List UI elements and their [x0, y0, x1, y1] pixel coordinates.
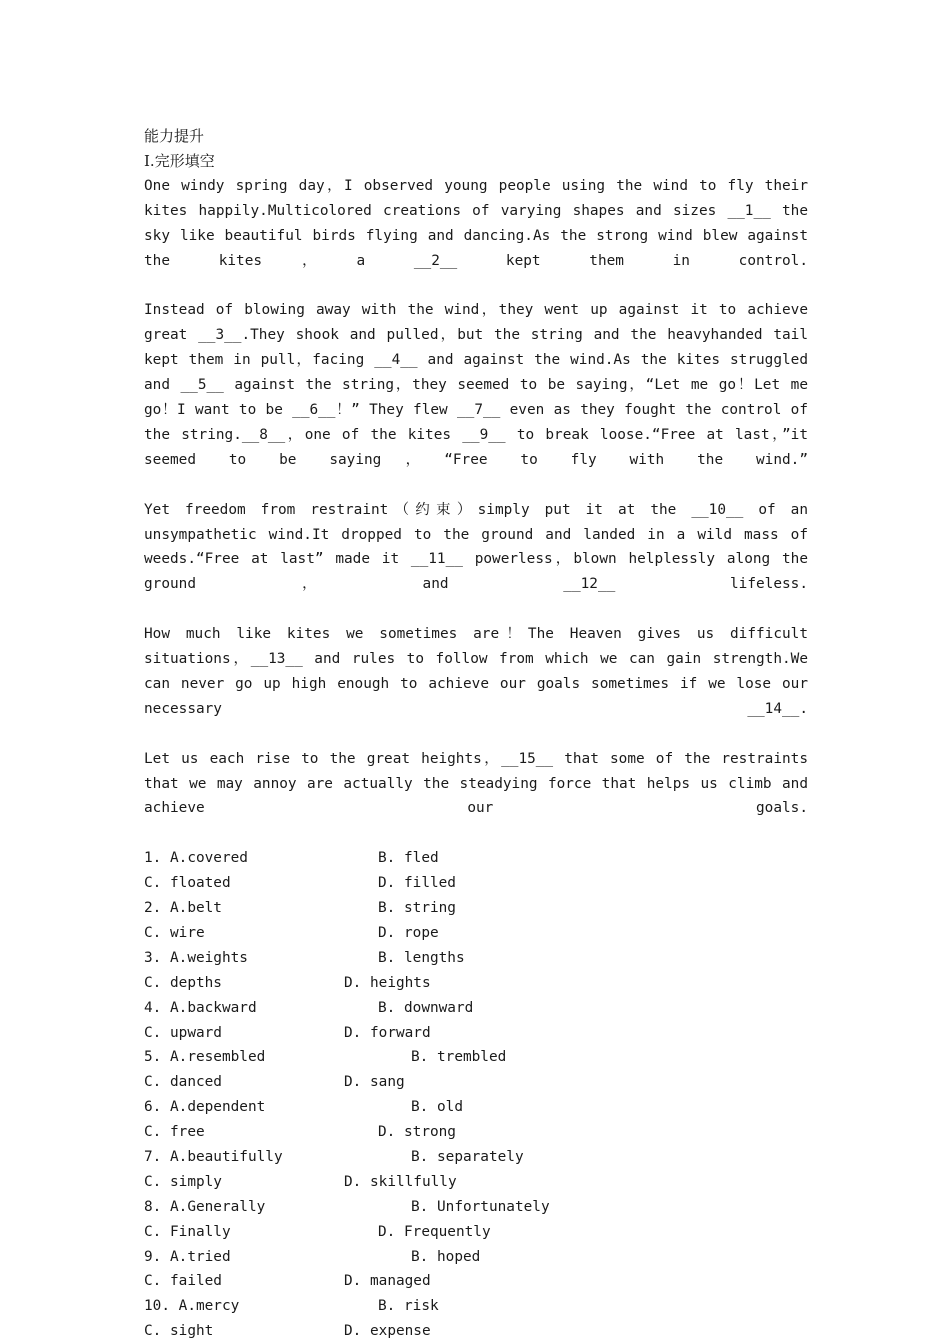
- option-a: 6. A.dependent: [144, 1099, 266, 1116]
- option-row: [144, 921, 808, 946]
- option-b: B. fled: [378, 850, 439, 867]
- passage-paragraph-4: How much like kites we sometimes are！The Heaven gives us difficult situations，__13__ and rules to follow from which we can gain strength.We can never go up high enough to achieve our goals sometimes if we lose our necessary __14__.: [144, 626, 808, 717]
- page-heading: 能力提升: [144, 127, 205, 145]
- option-a: 7. A.beautifully: [144, 1148, 283, 1165]
- option-row: [144, 1070, 808, 1095]
- document-page: [144, 124, 808, 1344]
- option-row: [144, 1045, 808, 1070]
- option-d: D. strong: [378, 1124, 456, 1141]
- option-c: C. upward: [144, 1024, 222, 1041]
- option-b: B. string: [378, 900, 456, 917]
- passage-paragraph-3: Yet freedom from restraint（约束）simply put it at the __10__ of an unsympathetic wind.It dropped to the ground and landed in a wild mass of weeds.“Free at last” made it __11__ powerless，blown helplessly along the ground，and __12__ lifeless.: [144, 501, 808, 593]
- option-b: B. hoped: [411, 1248, 481, 1265]
- passage-paragraph-2: Instead of blowing away with the wind，they went up against it to achieve great __3__.They shook and pulled，but the string and the heavyhanded tail kept them in pull，facing __4__ and against the wind.As the kites struggled and __5__ against the string，they seemed to be saying，“Let me go！Let me go！I want to be __6__！” They flew __7__ even as they fought the control of the string.__8__，one of the kites __9__ to break loose.“Free at last，”it seemed to be saying，“Free to fly with the wind.”: [144, 302, 808, 468]
- option-c: C. floated: [144, 875, 231, 892]
- option-a: 3. A.weights: [144, 949, 248, 966]
- option-row: [144, 1170, 808, 1195]
- section-title: I.完形填空: [144, 151, 215, 170]
- option-d: D. forward: [344, 1024, 431, 1041]
- option-b: B. lengths: [378, 949, 465, 966]
- option-row: [144, 896, 808, 921]
- option-d: D. filled: [378, 875, 456, 892]
- option-c: C. failed: [144, 1273, 222, 1290]
- option-a: 10. A.mercy: [144, 1298, 240, 1315]
- option-row: [144, 946, 808, 971]
- option-b: B. separately: [411, 1148, 524, 1165]
- option-a: 2. A.belt: [144, 900, 222, 917]
- option-a: 4. A.backward: [144, 999, 257, 1016]
- option-row: [144, 1145, 808, 1170]
- option-row: [144, 1319, 808, 1344]
- option-row: [144, 871, 808, 896]
- option-c: C. sight: [144, 1323, 214, 1340]
- option-row: [144, 1294, 808, 1319]
- option-c: C. wire: [144, 924, 205, 941]
- option-b: B. downward: [378, 999, 474, 1016]
- option-b: B. trembled: [411, 1049, 507, 1066]
- option-d: D. sang: [344, 1074, 405, 1091]
- option-row: [144, 1021, 808, 1046]
- option-a: 1. A.covered: [144, 850, 248, 867]
- option-row: [144, 1195, 808, 1220]
- option-row: [144, 1269, 808, 1294]
- option-c: C. Finally: [144, 1223, 231, 1240]
- answer-options: [144, 846, 808, 1344]
- option-row: [144, 1220, 808, 1245]
- option-d: D. Frequently: [378, 1223, 491, 1240]
- option-a: 8. A.Generally: [144, 1198, 266, 1215]
- option-c: C. free: [144, 1124, 205, 1141]
- option-d: D. managed: [344, 1273, 431, 1290]
- option-c: C. danced: [144, 1074, 222, 1091]
- option-b: B. old: [411, 1099, 463, 1116]
- option-row: [144, 1095, 808, 1120]
- option-b: B. risk: [378, 1298, 439, 1315]
- option-d: D. heights: [344, 974, 431, 991]
- option-c: C. depths: [144, 974, 222, 991]
- option-a: 9. A.tried: [144, 1248, 231, 1265]
- option-a: 5. A.resembled: [144, 1049, 266, 1066]
- option-d: D. expense: [344, 1323, 431, 1340]
- option-c: C. simply: [144, 1173, 222, 1190]
- passage-paragraph-1: One windy spring day，I observed young people using the wind to fly their kites happily.Multicolored creations of varying shapes and sizes __1__ the sky like beautiful birds flying and dancing.As the strong wind blew against the kites，a __2__ kept them in control.: [144, 177, 808, 269]
- option-b: B. Unfortunately: [411, 1198, 550, 1215]
- option-row: [144, 846, 808, 871]
- option-row: [144, 996, 808, 1021]
- option-row: [144, 971, 808, 996]
- passage-paragraph-5: Let us each rise to the great heights，__15__ that some of the restraints that we may annoy are actually the steadying force that helps us climb and achieve our goals.: [144, 750, 808, 817]
- option-row: [144, 1245, 808, 1270]
- option-row: [144, 1120, 808, 1145]
- option-d: D. skillfully: [344, 1173, 457, 1190]
- option-d: D. rope: [378, 924, 439, 941]
